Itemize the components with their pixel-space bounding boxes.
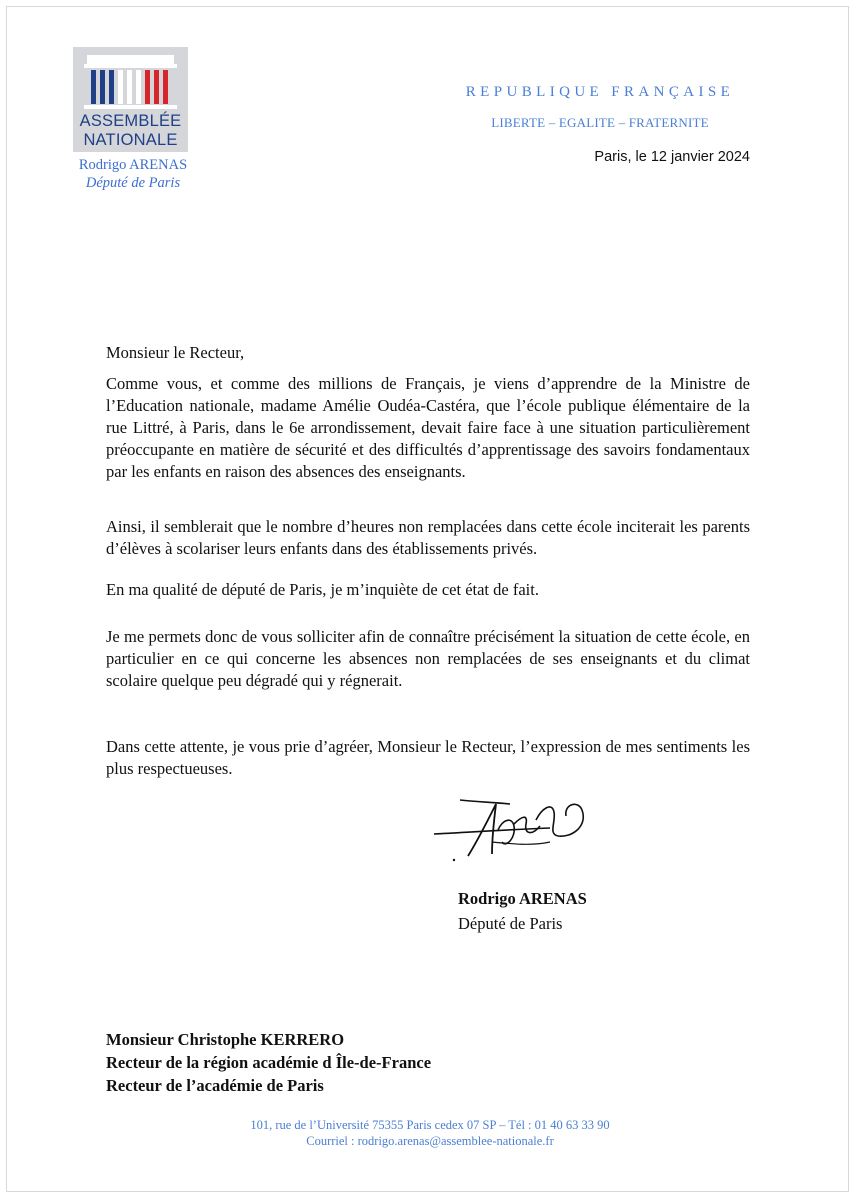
header-deputy-title: Député de Paris xyxy=(85,175,181,191)
footer-email: Courriel : rodrigo.arenas@assemblee-nationale.fr xyxy=(306,1134,554,1148)
letter-date: Paris, le 12 janvier 2024 xyxy=(594,149,750,165)
salutation: Monsieur le Recteur, xyxy=(106,343,245,362)
republique-francaise-heading: REPUBLIQUE FRANÇAISE xyxy=(465,84,735,100)
footer-address: 101, rue de l’Université 75355 Paris cedex 07 SP – Tél : 01 40 63 33 90 xyxy=(250,1118,610,1132)
paragraph-5-closing: Dans cette attente, je vous prie d’agréer, Monsieur le Recteur, l’expression de mes sentiments les plus respectueuses. xyxy=(106,737,750,778)
signatory-name: Rodrigo ARENAS xyxy=(458,889,587,908)
recipient-title-region: Recteur de la région académie d Île-de-France xyxy=(106,1053,432,1072)
handwritten-signature xyxy=(432,790,602,870)
paragraph-3: En ma qualité de député de Paris, je m’inquiète de cet état de fait. xyxy=(106,580,539,599)
assemblee-nationale-logo xyxy=(73,47,188,152)
paragraph-2: Ainsi, il semblerait que le nombre d’heures non remplacées dans cette école inciterait les parents d’élèves à scolariser leurs enfants dans des établissements privés. xyxy=(106,517,750,558)
header-deputy-name: Rodrigo ARENAS xyxy=(78,157,188,173)
recipient-title-academy: Recteur de l’académie de Paris xyxy=(106,1076,324,1095)
hemicycle-icon xyxy=(81,53,180,111)
recipient-name: Monsieur Christophe KERRERO xyxy=(106,1030,345,1049)
paragraph-4: Je me permets donc de vous solliciter afin de connaître précisément la situation de cette école, en particulier en ce qui concerne les absences non remplacées de ses enseignants et du climat scolaire quelque peu dégradé qui y régnerait. xyxy=(106,627,750,690)
national-motto: LIBERTE – EGALITE – FRATERNITE xyxy=(491,115,709,130)
paragraph-1: Comme vous, et comme des millions de Français, je viens d’apprendre de la Ministre de l’Education nationale, madame Amélie Oudéa-Castéra, que l’école publique élémentaire de la rue Littré, à Paris, dans le 6e arrondissement, devait faire face à une situation particulièrement préoccupante en matière de sécurité et des difficultés d’apprentissage des savoirs fondamentaux par les enfants en raison des absences des enseignants. xyxy=(106,374,750,481)
logo-text-assemblee: ASSEMBLÉE xyxy=(79,112,182,130)
logo-text-nationale: NATIONALE xyxy=(83,131,178,149)
signatory-title: Député de Paris xyxy=(458,914,563,933)
